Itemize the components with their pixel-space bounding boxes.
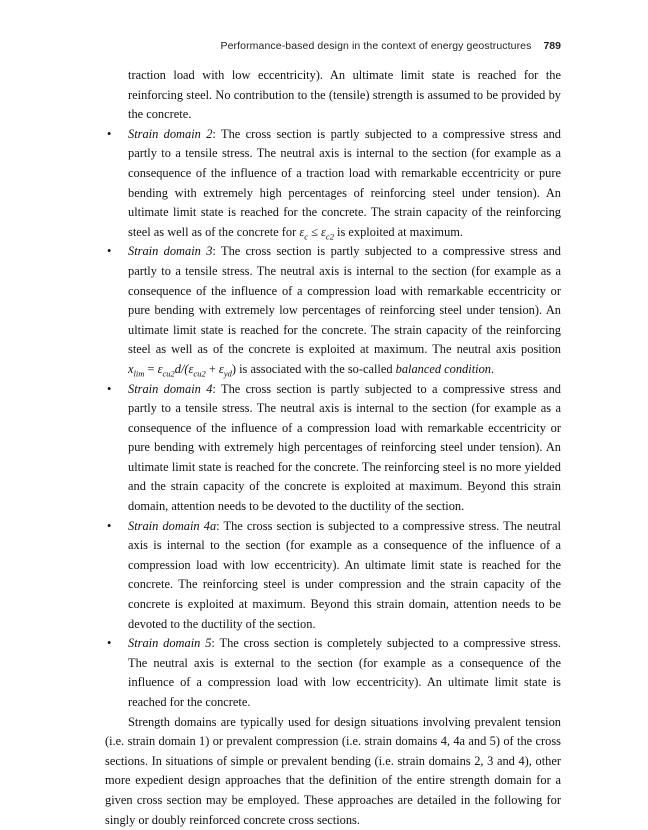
list-item-strain-domain-4 [105, 380, 561, 517]
formula-neutral-axis: $x_{lim} = \varepsilon_{cu2}d/(\varepsilon_{cu2} + \varepsilon_{yd})$ [128, 361, 236, 379]
emphasis-balanced-condition: balanced condition [395, 361, 491, 376]
list-item-strain-domain-3: • Strain domain 3: The cross section is partly subjected to a compressive stress and partly to a tensile stress. The neutral axis is internal to the section (for example as a consequence of the influence of a compression load with remarkable eccentricity or pure bending with extremely low percentages of reinforcing steel under tension). An ultimate limit state is reached for the concrete. The strain capacity of the reinforcing steel as well as of the concrete is exploited at maximum. The neutral axis position $x_{lim} = \varepsilon_{cu2}d/(\varepsilon_{cu2} + \varepsilon_{yd})$ is associated with the so-called balanced condition. [107, 244, 561, 379]
item-label: Strain domain 3 [128, 244, 213, 259]
running-header [0, 40, 561, 52]
item-label: Strain domain 2 [128, 126, 213, 141]
list-item-strain-domain-4a [105, 517, 561, 635]
bullet-icon: • [107, 244, 112, 259]
bullet-icon: • [107, 381, 112, 396]
item-text: : The cross section is partly subjected to a compressive stress and partly to a tensile stress. The neutral axis is internal to the section (for example as a consequence of the influence of a compression load with remarkable eccentricity or pure bending with extremely low percentages of reinforcing steel under tension). An ultimate limit state is reached for the concrete. The strain capacity of the reinforcing steel as well as of the concrete is exploited at maximum. The neutral axis position [128, 244, 561, 357]
item-label: Strain domain 4a [128, 518, 217, 533]
item-label: Strain domain 4 [128, 381, 213, 396]
strain-domain-list [105, 125, 561, 713]
running-header-title: Performance-based design in the context of energy geostructures [220, 40, 532, 52]
page-number: 789 [543, 40, 561, 52]
item-text: : The cross section is completely subjected to a compressive stress. The neutral axis is external to the section (for example as a consequence of the influence of a compression load with low eccentricity). An ultimate limit state is reached for the concrete. [128, 636, 561, 709]
bullet-icon: • [107, 636, 112, 651]
bullet-icon: • [107, 518, 112, 533]
formula-strain-condition: $\varepsilon_c \le \varepsilon_{c2}$ [299, 224, 334, 242]
item-text: : The cross section is partly subjected to a compressive stress and partly to a tensile stress. The neutral axis is internal to the section (for example as a consequence of the influence of a compression load with remarkable eccentricity or pure bending with extremely high percentages of reinforcing steel under tension). An ultimate limit state is reached for the concrete. The reinforcing steel is no more yielded and the strain capacity of the concrete is exploited at maximum. Beyond this strain domain, attention needs to be devoted to the ductility of the section. [128, 381, 561, 514]
item-label: Strain domain 5 [128, 636, 212, 651]
continuation-paragraph: traction load with low eccentricity). An ultimate limit state is reached for the reinforcing steel. No contribution to the (tensile) strength is assumed to be provided by the concrete. [128, 68, 561, 122]
item-text-after: is exploited at maximum. [333, 224, 464, 239]
list-item-strain-domain-2 [105, 125, 561, 243]
item-text-after: is associated with the so-called [235, 361, 396, 376]
item-text: : The cross section is partly subjected to a compressive stress and partly to a tensile stress. The neutral axis is internal to the section (for example as a consequence of the influence of a traction load with remarkable eccentricity or pure bending with extremely high percentages of reinforcing steel under tension). An ultimate limit state is reached for the concrete. The strain capacity of the reinforcing steel as well as of the concrete for [128, 126, 561, 239]
list-item-strain-domain-5 [105, 634, 561, 712]
body-text [105, 66, 561, 830]
bullet-icon: • [107, 126, 112, 141]
item-text: : The cross section is subjected to a compressive stress. The neutral axis is internal to the section (for example as a consequence of the influence of a compression load with low eccentricity). An ultimate limit state is reached for the concrete. The reinforcing steel is under compression and the strain capacity of the concrete is exploited at maximum. Beyond this strain domain, attention needs to be devoted to the ductility of the section. [128, 518, 561, 631]
closing-paragraph: Strength domains are typically used for design situations involving prevalent tension (i.e. strain domain 1) or prevalent compression (i.e. strain domains 4, 4a and 5) of the cross sections. In situations of simple or prevalent bending (i.e. strain domains 2, 3 and 4), other more expedient design approaches that the definition of the entire strength domain for a given cross section may be employed. These approaches are detailed in the following for singly or doubly reinforced concrete cross sections. [105, 714, 561, 827]
